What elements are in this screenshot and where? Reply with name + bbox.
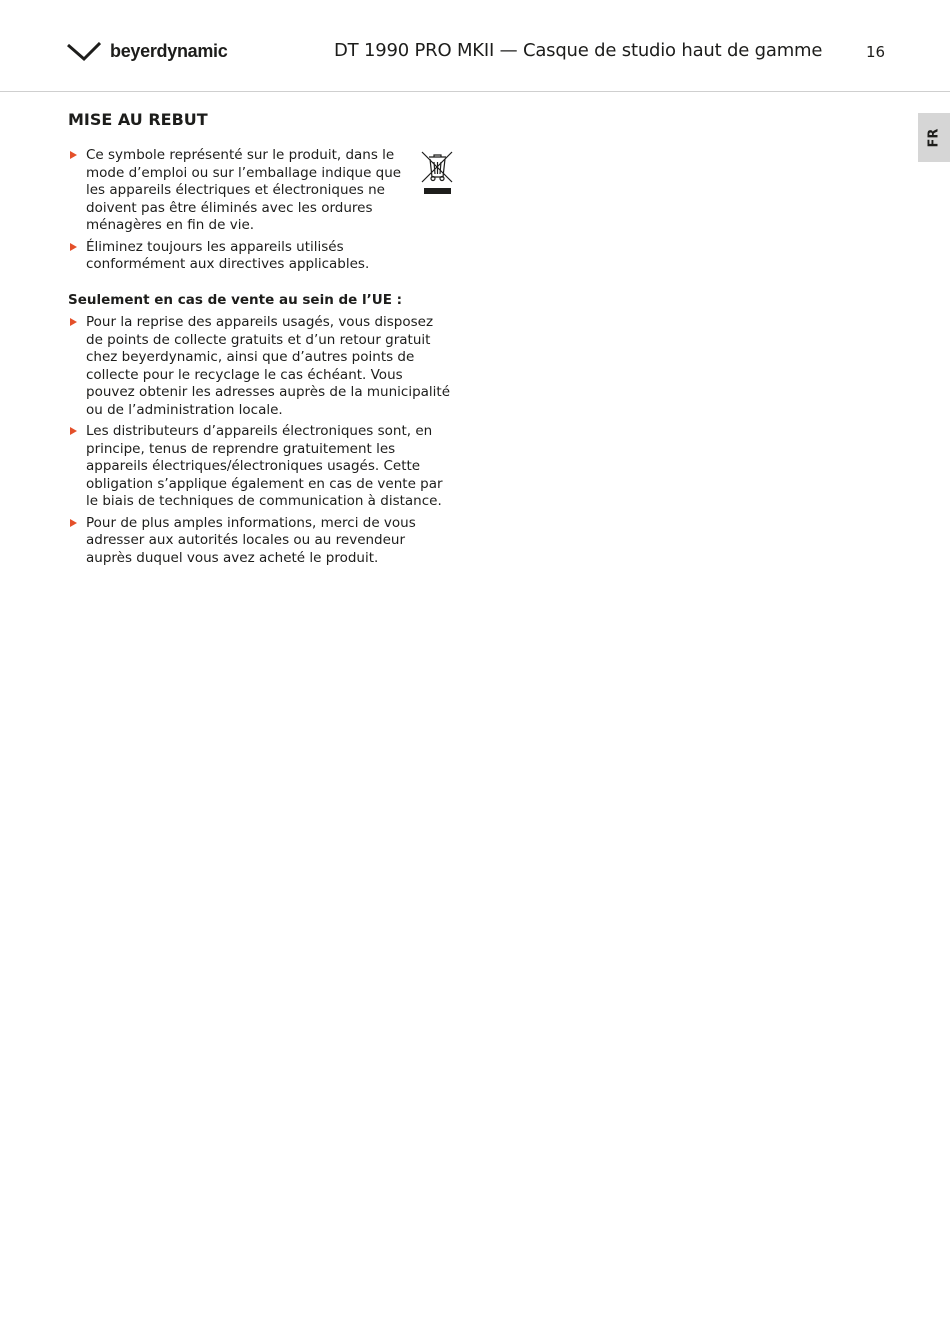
disposal-list bbox=[68, 147, 408, 278]
brand-logo bbox=[67, 41, 227, 62]
triangle-bullet-icon bbox=[70, 427, 77, 435]
page-number: 16 bbox=[866, 43, 886, 61]
beyerdynamic-logo-icon bbox=[67, 42, 101, 62]
weee-symbol bbox=[420, 150, 454, 202]
list-item-text: Ce symbole représenté sur le produit, dans le mode d’emploi ou sur l’emballage indique que les appareils électriques et électroniques ne doivent pas être éliminés avec les ordures ménagères en fin de vie. bbox=[86, 147, 402, 233]
page-header bbox=[0, 0, 950, 92]
triangle-bullet-icon bbox=[70, 243, 77, 251]
list-item-text: Éliminez toujours les appareils utilisés conformément aux directives applicables. bbox=[86, 238, 370, 272]
list-item bbox=[68, 515, 453, 568]
crossed-out-wheelie-bin-icon bbox=[420, 150, 454, 198]
list-item-text: Pour la reprise des appareils usagés, vous disposez de points de collecte gratuits et d’un retour gratuit chez beyerdynamic, ainsi que d’autres points de collecte pour le recyclage le cas échéant. Vous pouvez obtenir les adresses auprès de la municipalité ou de l’administration locale. bbox=[86, 314, 451, 418]
list-item bbox=[68, 239, 408, 274]
brand-name: beyerdynamic bbox=[110, 41, 228, 61]
list-item bbox=[68, 314, 453, 419]
list-item bbox=[68, 423, 453, 511]
language-tab[interactable] bbox=[918, 113, 950, 162]
triangle-bullet-icon bbox=[70, 151, 77, 159]
list-item-text: Pour de plus amples informations, merci de vous adresser aux autorités locales ou au revendeur auprès duquel vous avez acheté le produit. bbox=[86, 514, 416, 566]
section-title: MISE AU REBUT bbox=[68, 110, 208, 129]
list-item-text: Les distributeurs d’appareils électroniques sont, en principe, tenus de reprendre gratuitement les appareils électriques/électroniques usagés. Cette obligation s’applique également en cas de vente par le biais de techniques de communication à distance. bbox=[86, 423, 443, 509]
list-item bbox=[68, 147, 408, 235]
eu-heading: Seulement en cas de vente au sein de l’UE : bbox=[68, 292, 403, 308]
eu-disposal-list bbox=[68, 314, 453, 571]
document-title: DT 1990 PRO MKII — Casque de studio haut de gamme bbox=[334, 40, 823, 61]
language-tab-label: FR bbox=[926, 128, 942, 147]
triangle-bullet-icon bbox=[70, 318, 77, 326]
triangle-bullet-icon bbox=[70, 519, 77, 527]
